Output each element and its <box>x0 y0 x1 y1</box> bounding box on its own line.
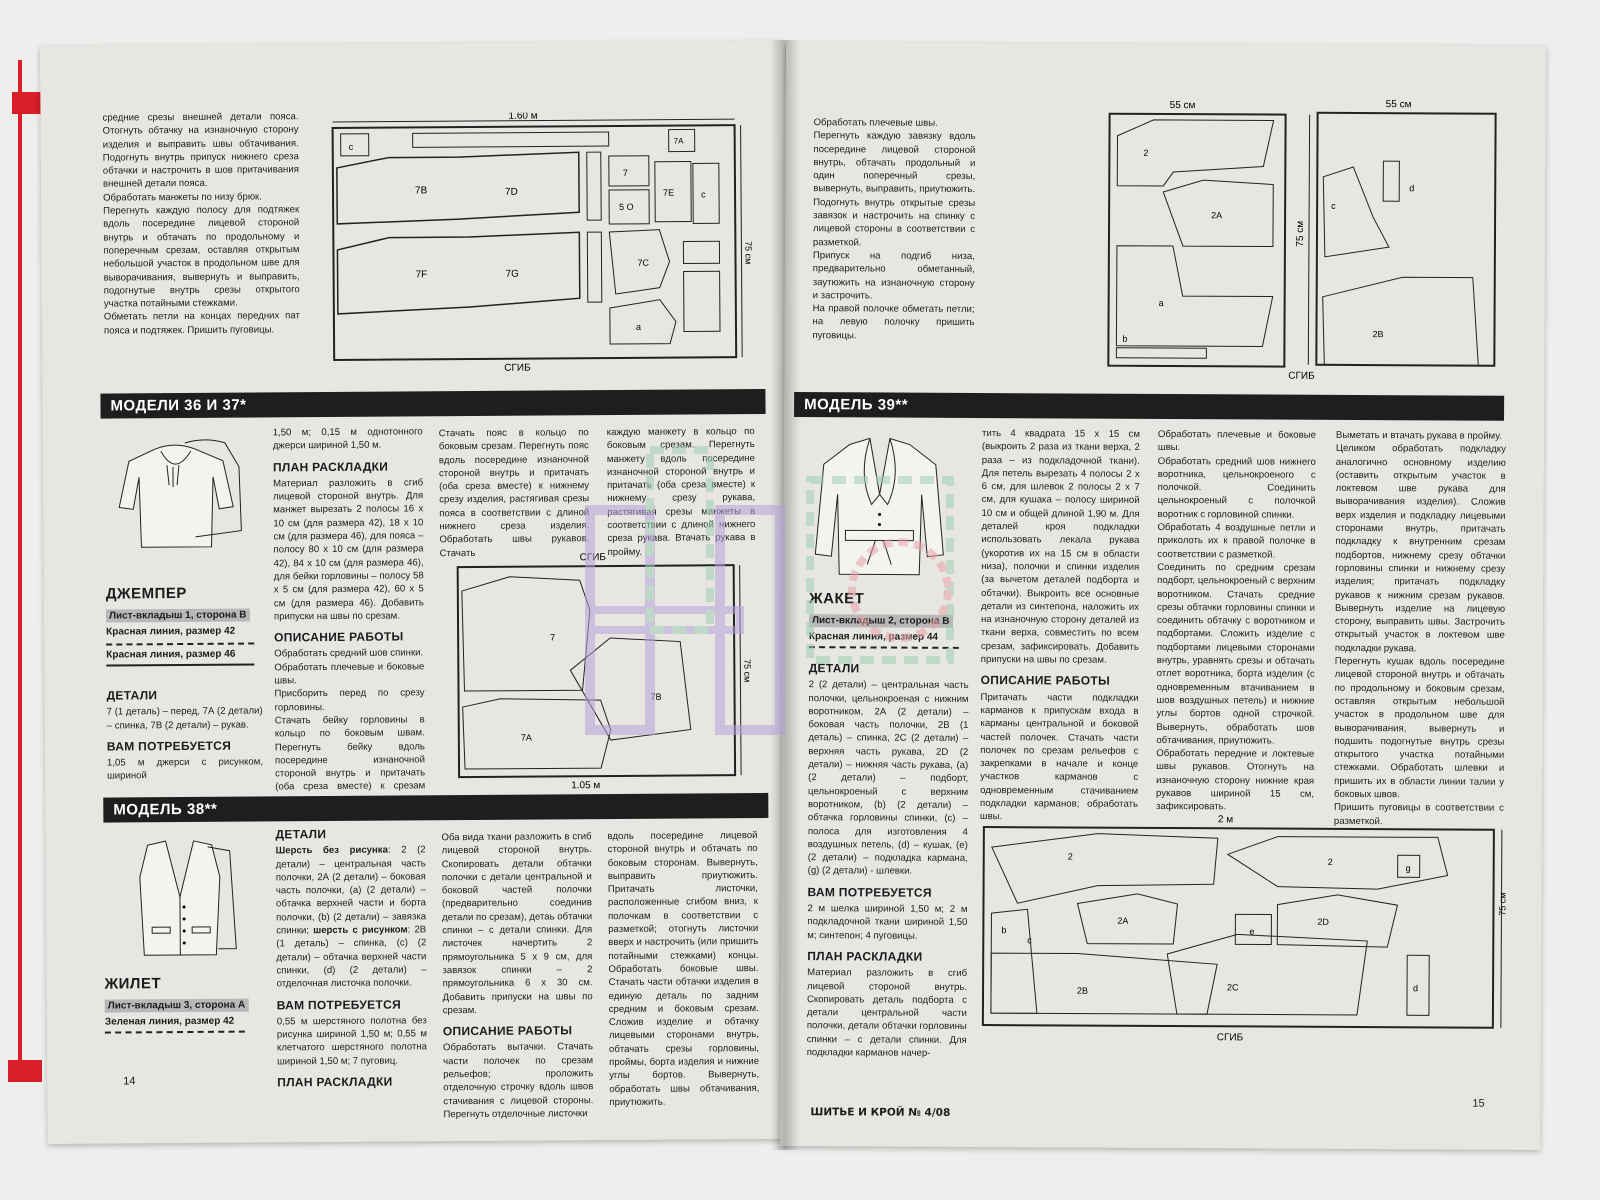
red-line-solid-icon <box>106 664 254 667</box>
red-page-tab <box>8 1060 42 1082</box>
svg-text:a: a <box>1158 297 1164 308</box>
vest-details-block: ДЕТАЛИ Шерсть без рисунка: 2 (2 детали) – центральная часть полочки, 2А (2 детали) – боковая часть полочки, (а) (2 детали) – обтачка верхней части и борта полочки, (b) (2 детали) – завязка спинки; шерсть с рисунком: 2В (1 деталь) – спинка, (с) (2 детали) – обтачка верхней части спинки, (d) (2 детали) – отделочная листочка полочки. ВАМ ПОТРЕБУЕТСЯ 0,55 м шерстяного полотна без рисунка шириной 1,50 м; 0,55 м клетчатого шерстяного полотна шириной 1,50 м; 7 пуговиц. ПЛАН РАСКЛАДКИ <box>275 827 428 1090</box>
svg-text:75 см: 75 см <box>1497 892 1508 916</box>
svg-text:7A: 7A <box>673 136 684 146</box>
details-block: ДЕТАЛИ 7 (1 деталь) – перед, 7А (2 детали) – спинка, 7В (2 детали) – рукав. ВАМ ПОТРЕБУЕТСЯ 1,05 м джерси с рисунком, шириной <box>106 688 264 783</box>
height-label: 75 см <box>743 241 754 265</box>
svg-text:2 м: 2 м <box>1217 814 1234 826</box>
jacket-text-column-4: Выметать и втачать рукава в пройму. Целиком обработать подкладку аналогично основному изделию (оставить открытым участок в локтевом шве рукава для выворачивания изделия). Сложив верх изделия и подкладку лицевыми сторонами внутрь, притачать подкладку к внутренним срезам подбортов, нижнему срезу обтачки горловины спинки и нижнему срезу изделия; притачать подкладку рукавов к нижним срезам рукавов. Вывернуть изделие на лицевую сторону, выправить швы. Застрочить открытый участок в локтевом шве подкладки рукава. Перегнуть кушак вдоль посередине лицевой стороной внутрь и обтачать по продольному и боковым срезам, оставляя открытым небольшой участок в продольном шве для выворачивания, вывернуть и подшить подогнутые внутрь срезы открытого участка потайными стежками. Обработать шлевки и пришить их в области линии талии у боковых швов. Пришить пуговицы в соответствии с разметкой. <box>1333 429 1506 827</box>
jacket-text-column-2: тить 4 квадрата 15 х 15 см (выкроить 2 раза из ткани верха, 2 раза – из подкладочной ткани). Для петель вырезать 4 полосы 2 х 6 см, для шлевок 2 полосы 2 х 7 см, для кушака – полосу шириной 10 см и общей длиной 1,90 м. Для деталей кроя подкладки использовать лекала рукава (укоротив их на 15 см в области низа), полочки и спинки изделия (за вычетом деталей подборта и обтачки). Выкроить все основные детали из синтепона, наложить их на изнаночную сторону деталей из ткани верха, совместить по всем срезам, зафиксировать. Добавить припуски на швы по срезам. ОПИСАНИЕ РАБОТЫ Притачать части подкладки карманов к припускам входа в карманы центральной и боковой частей полочек. Стачать части полочек по срезам рельефов с закрепками в начале и конце участков карманов с одновременным стачиванием подкладки карманов; обработать швы. <box>979 428 1140 823</box>
garment-name-vest: ЖИЛЕТ <box>104 975 162 993</box>
svg-text:a: a <box>635 321 642 332</box>
svg-text:c: c <box>348 141 354 152</box>
jacket-text-column-3: Обработать плечевые и боковые швы. Обработать средний шов нижнего воротника, цельнокроеного с полочкой. Соединить цельнокроеный с полочкой воротник с горловиной спинки. Обработать 4 воздушные петли и приколоть их к правой полочке в соответствии с разметкой. Соединить по средним срезам подборт, цельнокроеный с верхним воротником. Стачать средние срезы обтачки горловины спинки и соединить обтачку с воротником и подбортами. Сложить изделие с подбортами лицевыми сторонами внутрь, уравнять срезы и обтачать отлет воротника, борта изделия (с одновременным втачиванием в шов воздушных петель) и нижние углы бортов одной строчкой. Вывернуть, обработать шов обтачивания, приутюжить. Обработать передние и локтевые швы рукавов. Отогнуть на изнаночную сторону нижние края рукавов шириной 15 см, зафиксировать. <box>1155 428 1316 813</box>
svg-text:e: e <box>1249 926 1255 937</box>
svg-text:2B: 2B <box>1077 985 1089 996</box>
svg-text:75 см: 75 см <box>742 659 753 683</box>
top-instructions: Обработать плечевые швы. Перегнуть каждую завязку вдоль посередине лицевой стороной внутрь, обтачать продольный и один поперечный срезы, вывернуть, выправить, приутюжить. Подогнуть внутрь открытые срезы завязок и настрочить на спинку с лицевой стороны в соответствии с разметкой. Припуск на подгиб низа, предварительно обметанный, заутюжить на изнаночную сторону и застрочить. На правой полочке обметать петли; на левую полочку пришить пуговицы. <box>812 117 976 342</box>
svg-text:СГИБ: СГИБ <box>579 552 607 564</box>
sheet-info-vest: Лист-вкладыш 3, сторона А Зеленая линия, размер 42 <box>105 999 255 1034</box>
plan-work-block: 1,50 м; 0,15 м однотонного джерси шириной 1,50 м. ПЛАН РАСКЛАДКИ Материал разложить в сгиб лицевой стороной внутрь. Для манжет вырезать 2 полосы 16 х 10 см (для размера 42), 18 х 10 см (для размера 46), для пояса – полосу 80 х 10 см (для размера 42), 84 х 10 см (для размера 46), для бейки горловины – полосу 58 х 5 см (для размера 42), 60 х 5 см (для размера 46). Добавить припуски на швы по срезам. ОПИСАНИЕ РАБОТЫ Обработать средний шов спинки. Обработать плечевые и боковые швы. Присборить перед по срезу горловины. Стачать бейку горловины в кольцо по боковым швам. Перегнуть бейку вдоль посередине изнаночной стороной внутрь и притачать (оба среза вместе) к срезам <box>272 426 426 793</box>
svg-text:СГИБ: СГИБ <box>1216 1032 1244 1044</box>
svg-text:b: b <box>1122 333 1128 344</box>
vest-sketch <box>122 837 243 968</box>
svg-text:d: d <box>1413 983 1419 994</box>
svg-text:7: 7 <box>550 632 556 643</box>
text-column-4: каждую манжету в кольцо по боковым срезам. Перегнуть манжету вдоль посередине изнаночной стороной внутрь и притачать (оба среза вместе) к нижнему срезу рукава, растягивая срезы манжеты в соответствии с длиной нижнего среза рукава. Втачать рукава в пройму. <box>606 426 756 558</box>
svg-text:7F: 7F <box>415 269 428 281</box>
svg-text:d: d <box>1409 183 1415 194</box>
svg-text:7G: 7G <box>505 268 519 280</box>
svg-text:5 O: 5 O <box>619 201 634 212</box>
green-line-icon <box>105 1031 245 1034</box>
svg-text:7C: 7C <box>637 257 650 268</box>
svg-text:2C: 2C <box>1227 982 1239 993</box>
svg-text:СГИБ: СГИБ <box>1288 370 1315 382</box>
svg-text:7: 7 <box>622 167 628 178</box>
svg-text:55 см: 55 см <box>1385 99 1412 111</box>
vest-text-column-3: вдоль посередине лицевой стороной внутрь и обтачать по боковым сторонам. Вывернуть, выправить приутюжить. Притачать листочки, расположенные сгибом вниз, к полочкам в соответствии с разметкой; отогнуть листочки вверх и настрочить (или пришить потайными стежками) концы. Обработать боковые швы. Стачать части обтачки изделия в единую деталь по задним средним и боковым срезам. Сложив изделие и обтачку лицевыми сторонами внутрь, обтачать срезы горловины, проймы, борта изделия и нижние углы бортов. Вывернуть, обработать швы обтачивания, приутюжить. <box>607 830 760 1108</box>
svg-text:2: 2 <box>1067 851 1073 862</box>
width-label: 1.60 м <box>508 110 538 122</box>
svg-text:b: b <box>1001 925 1007 936</box>
jacket-details-block: ДЕТАЛИ 2 (2 детали) – центральная часть полочки, цельнокроеная с нижним воротником, 2А (2 детали) – боковая часть полочки, 2В (1 деталь) – спинка, 2С (2 детали) – верхняя часть рукава, 2D (2 детали) – нижняя часть рукава, (а) (2 детали) – подборт, цельнокроеный с верхним воротником, (b) (2 детали) – обтачка горловины спинки, (с) – полоса для изготовления 4 воздушных петель, (d) – кушак, (е) (2 детали) – подкладка кармана, (g) (2 детали) - шлевки. ВАМ ПОТРЕБУЕТСЯ 2 м шелка шириной 1,50 м; 2 м подкладочной ткани шириной 1,50 м; синтепон; 4 пуговицы. ПЛАН РАСКЛАДКИ Материал разложить в сгиб лицевой стороной внутрь. Скопировать деталь подборта с детали центральной части полочки, детали обтачки горловины спинки – с детали спинки. Для подкладки карманов начер- <box>806 661 969 1059</box>
jumper-sketch <box>115 437 246 558</box>
svg-text:55 см: 55 см <box>1169 100 1196 112</box>
svg-text:7B: 7B <box>414 185 428 197</box>
red-edge-line <box>18 60 22 1080</box>
garment-name-jacket: ЖАКЕТ <box>809 590 865 608</box>
page-number: 14 <box>123 1075 136 1088</box>
svg-text:1.05 м: 1.05 м <box>571 780 601 792</box>
svg-text:2D: 2D <box>1317 916 1329 927</box>
section-title-models-36-37: МОДЕЛИ 36 И 37* <box>100 389 765 419</box>
pattern-layout-jacket <box>977 813 1518 1046</box>
section-title-model-39: МОДЕЛЬ 39** <box>794 392 1504 421</box>
pattern-layout-trousers <box>328 111 770 374</box>
svg-text:2: 2 <box>1143 147 1149 158</box>
magazine-footer: ШИТЬЕ И КРОЙ № 4/08 <box>810 1106 951 1119</box>
svg-text:2A: 2A <box>1211 210 1223 221</box>
sheet-info-jacket: Лист-вкладыш 2, сторона В Красная линия, размер 44 <box>809 614 965 649</box>
svg-text:c: c <box>1027 935 1032 946</box>
svg-text:7D: 7D <box>504 186 518 198</box>
svg-text:2A: 2A <box>1117 915 1129 926</box>
fold-label: СГИБ <box>504 362 531 374</box>
red-line-dashed-icon <box>106 643 254 646</box>
section-title-model-38: МОДЕЛЬ 38** <box>103 793 768 823</box>
sheet-info: Лист-вкладыш 1, сторона В Красная линия, размер 42 Красная линия, размер 46 <box>106 609 254 667</box>
svg-text:7E: 7E <box>663 187 675 198</box>
svg-text:g: g <box>1405 863 1411 874</box>
svg-text:c: c <box>1331 200 1336 211</box>
intro-text: средние срезы внешней детали пояса. Отогнуть обтачку на изнаночную сторону изделия и выправить швы обтачивания. Подогнуть внутрь припуск нижнего среза обтачки и настрочить в шов притачивания внешней детали пояса. Обработать манжеты по низу брюк. Перегнуть каждую полосу для подтяжек вдоль посередине лицевой стороной внутрь и обтачать по продольному и поперечным срезам, оставляя открытым небольшой участок в продольном шве для выворачивания, вывернуть и выправить, подогнутые внутрь срезы открытого участка потайными стежками. Обметать петли на концах передних пат пояса и подтяжек. Пришить пуговицы. <box>102 111 300 337</box>
pattern-layout-vest <box>1102 96 1503 382</box>
vest-text-column-2: Оба вида ткани разложить в сгиб лицевой стороной внутрь. Скопировать детали обтачки полочки с детали центральной и боковой частей полочки (предварительно соединив детали по срезам), детаь обтачки спинки – с детали спинки. Для листочек начертить 2 прямоугольника 5 х 9 см, для завязок спинки – 2 прямоугольника 6 х 30 см. Добавить припуски на швы по срезам. ОПИСАНИЕ РАБОТЫ Обработать вытачки. Стачать части полочек по срезам рельефов; проложить отделочную строчку вдоль швов стачивания с лицевой стороны. Перегнуть отделочные листочки <box>441 831 594 1121</box>
svg-text:2B: 2B <box>1372 329 1384 340</box>
svg-text:7B: 7B <box>650 691 662 702</box>
text-column-3: Стачать пояс в кольцо по боковым срезам. Перегнуть пояс вдоль посередине изнаночной стороной внутрь и притачать (оба среза вместе) к нижнему срезу изделия, растягивая срезы пояса в соответствии с длиной нижнего среза изделия. Обработать швы рукавов. Стачать <box>438 427 590 559</box>
svg-text:7A: 7A <box>520 732 532 743</box>
page-number: 15 <box>1472 1097 1485 1110</box>
svg-text:2: 2 <box>1327 856 1333 867</box>
svg-text:75 см: 75 см <box>1294 220 1307 247</box>
svg-text:c: c <box>701 189 706 200</box>
pattern-sewing-logo-icon <box>560 440 1010 740</box>
garment-name: ДЖЕМПЕР <box>105 584 187 603</box>
